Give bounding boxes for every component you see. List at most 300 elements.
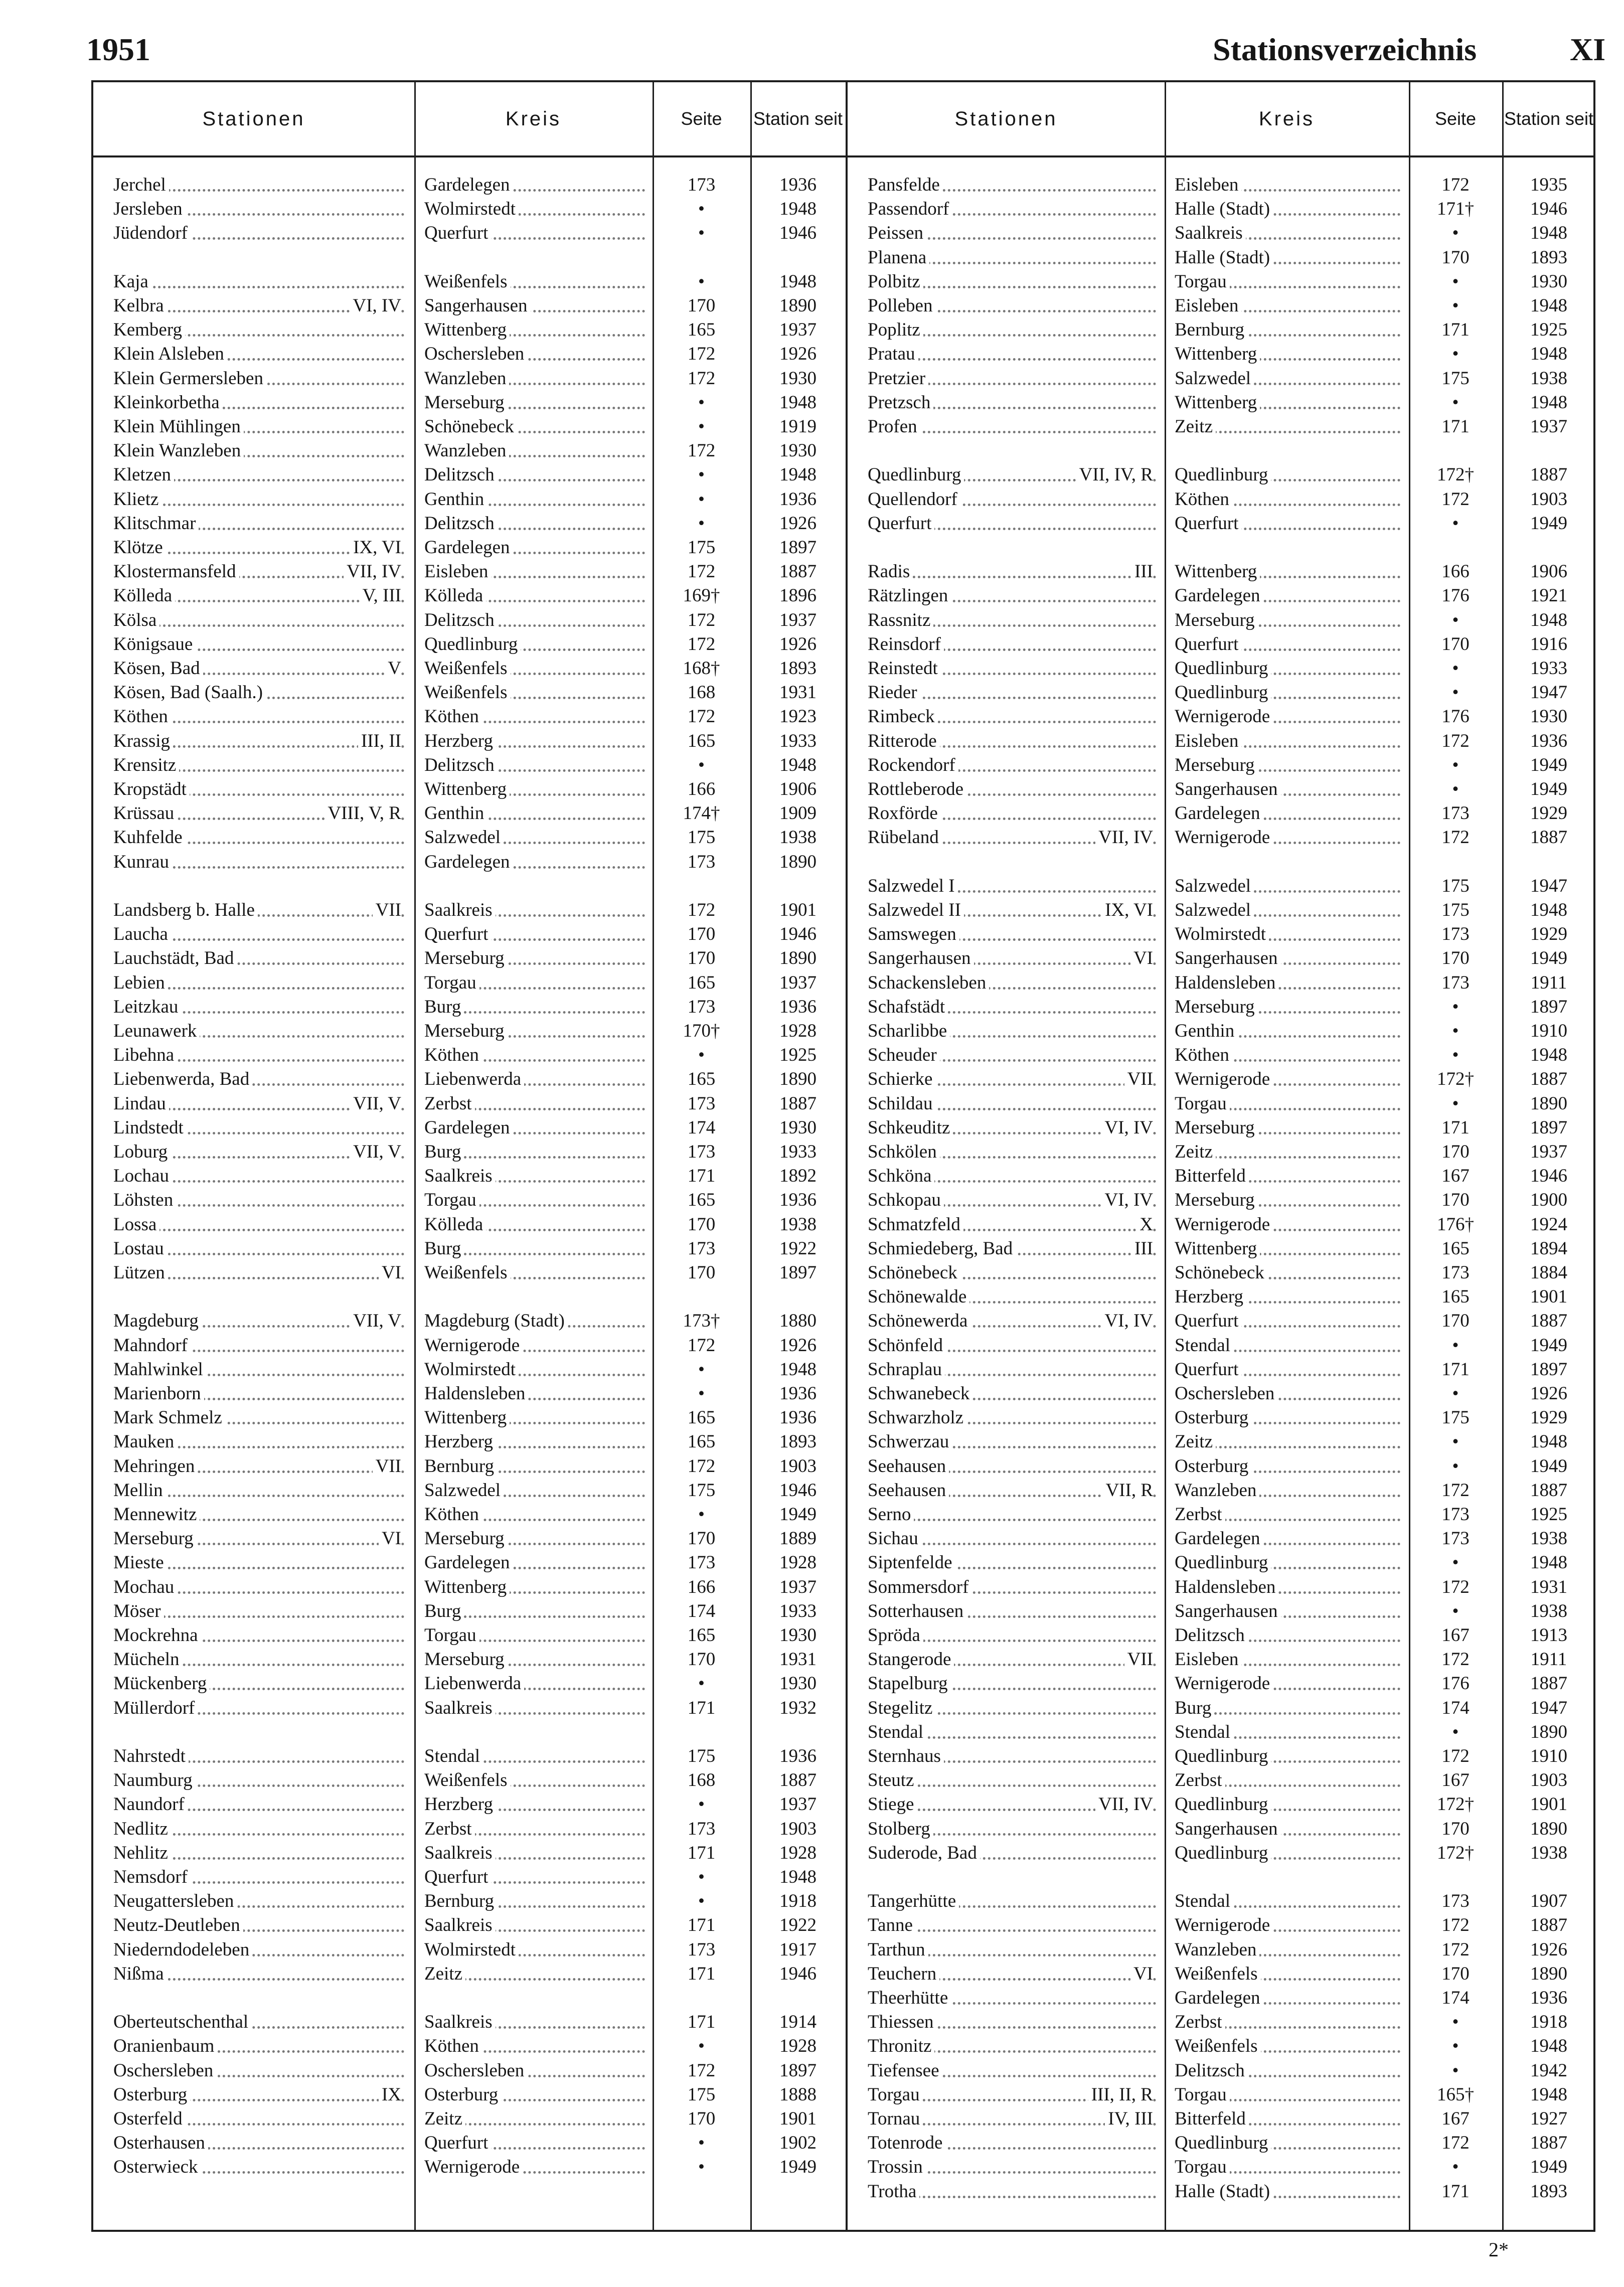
- seite-cell: •: [698, 223, 705, 244]
- table-row: [93, 318, 846, 342]
- kreis-cell: [1175, 753, 1400, 777]
- station-seit-cell: 1901: [779, 900, 817, 920]
- table-row: [848, 801, 1595, 826]
- station-name: Theerhütte: [868, 1988, 951, 2008]
- kreis-name: Quedlinburg: [1175, 658, 1271, 679]
- seite-cell: 166: [687, 1576, 716, 1597]
- station-name: Mehringen: [113, 1456, 198, 1477]
- page-title: Stationsverzeichnis: [1213, 32, 1477, 67]
- station-cell: [868, 1527, 1156, 1551]
- kreis-name: Weißenfels: [424, 682, 511, 703]
- kreis-name: Wolmirstedt: [424, 1359, 519, 1380]
- kreis-name: Querfurt: [1175, 634, 1241, 655]
- station-seit-cell: 1890: [779, 1069, 817, 1090]
- seite-cell: 172: [1441, 488, 1470, 510]
- station-cell: [113, 1019, 404, 1043]
- kreis-cell: [1175, 1140, 1400, 1164]
- seite-cell: •: [1452, 779, 1459, 799]
- station-seit-cell: 1911: [1530, 1649, 1567, 1670]
- station-cell: [868, 560, 1156, 584]
- station-cell: [113, 1430, 404, 1454]
- seite-cell: 172: [687, 2060, 716, 2081]
- station-cell: [868, 487, 1156, 512]
- table-row: [93, 1479, 846, 1503]
- route-numbers: VI, IV: [1101, 1116, 1153, 1140]
- table-row: [93, 1140, 846, 1164]
- station-cell: [113, 536, 404, 560]
- kreis-cell: [1175, 1213, 1400, 1237]
- table-row: [93, 1164, 846, 1188]
- station-seit-cell: 1937: [1530, 416, 1567, 437]
- route-numbers: V: [385, 657, 401, 681]
- station-seit-cell: 1907: [1530, 1891, 1567, 1912]
- station-seit-cell: 1919: [779, 416, 817, 437]
- station-name: Stegelitz: [868, 1698, 935, 1718]
- station-name: Spröda: [868, 1625, 923, 1646]
- table-row: [93, 463, 846, 487]
- station-cell: [868, 2180, 1156, 2204]
- table-row: [848, 2059, 1595, 2083]
- seite-cell: 172: [687, 561, 716, 582]
- kreis-cell: [1175, 221, 1400, 245]
- table-row: [93, 1599, 846, 1623]
- route-numbers: IX, VI: [1102, 898, 1153, 922]
- seite-cell: 171: [687, 1166, 716, 1187]
- table-row: [93, 753, 846, 777]
- station-name: Lützen: [113, 1262, 168, 1283]
- seite-cell: 174†: [683, 803, 720, 824]
- station-cell: [868, 801, 1156, 826]
- station-cell: [868, 1623, 1156, 1648]
- kreis-name: Wernigerode: [1175, 1915, 1273, 1935]
- station-seit-cell: 1929: [1530, 924, 1567, 945]
- kreis-cell: [424, 1913, 645, 1937]
- station-cell: [113, 1672, 404, 1696]
- station-seit-cell: 1931: [779, 682, 817, 703]
- station-cell: [868, 1889, 1156, 1913]
- table-row: [848, 1309, 1595, 1333]
- kreis-cell: [1175, 1623, 1400, 1648]
- seite-cell: 172: [1441, 2133, 1470, 2154]
- station-name: Totenrode: [868, 2133, 945, 2153]
- kreis-cell: [424, 1672, 645, 1696]
- route-numbers: VII, V: [350, 1092, 401, 1116]
- kreis-cell: [1175, 246, 1400, 270]
- station-seit-cell: 1948: [1530, 2036, 1567, 2057]
- station-name: Lindau: [113, 1093, 169, 1114]
- kreis-cell: [1175, 2083, 1400, 2107]
- station-name: Mahlwinkel: [113, 1359, 206, 1380]
- station-cell: [113, 971, 404, 995]
- table-row: [93, 729, 846, 753]
- station-seit-cell: 1897: [1530, 996, 1567, 1017]
- station-seit-cell: 1933: [779, 730, 817, 751]
- table-row: [848, 221, 1595, 245]
- station-cell: [113, 1551, 404, 1575]
- station-seit-cell: 1936: [779, 488, 817, 510]
- station-cell: [868, 415, 1156, 439]
- kreis-name: Salzwedel: [1175, 368, 1254, 389]
- route-numbers: III: [1131, 560, 1153, 584]
- station-seit-cell: 1921: [1530, 585, 1567, 606]
- kreis-name: Wittenberg: [424, 779, 510, 799]
- kreis-cell: [424, 512, 645, 536]
- station-cell: [113, 1962, 404, 1986]
- station-name: Landsberg b. Halle: [113, 900, 258, 920]
- kreis-name: Querfurt: [424, 2133, 491, 2153]
- table-row: [848, 270, 1595, 294]
- station-seit-cell: 1926: [1530, 1939, 1567, 1960]
- kreis-name: Merseburg: [424, 1528, 508, 1549]
- route-numbers: VIII, V, R: [324, 801, 401, 826]
- route-numbers: VII, V: [350, 1140, 401, 1164]
- seite-cell: 171: [1441, 2181, 1470, 2202]
- table-row: [93, 1213, 846, 1237]
- station-cell: [868, 2107, 1156, 2131]
- station-seit-cell: 1948: [779, 271, 817, 292]
- kreis-name: Gardelegen: [424, 175, 513, 195]
- kreis-name: Querfurt: [424, 924, 491, 944]
- station-name: Kropstädt: [113, 779, 190, 799]
- station-cell: [868, 705, 1156, 729]
- seite-cell: •: [1452, 2157, 1459, 2178]
- seite-cell: •: [1452, 271, 1459, 292]
- station-name: Mahndorf: [113, 1335, 191, 1356]
- station-seit-cell: 1930: [1530, 706, 1567, 727]
- route-numbers: VII, IV: [344, 560, 401, 584]
- kreis-cell: [424, 1188, 645, 1212]
- station-cell: [113, 1092, 404, 1116]
- station-seit-cell: 1880: [779, 1311, 817, 1332]
- station-name: Thronitz: [868, 2036, 934, 2056]
- kreis-cell: [1175, 1696, 1400, 1720]
- kreis-cell: [424, 536, 645, 560]
- kreis-cell: [1175, 512, 1400, 536]
- header-stationen: Stationen: [954, 107, 1058, 130]
- kreis-cell: [424, 657, 645, 681]
- seite-cell: 172: [1441, 730, 1470, 751]
- seite-cell: 175: [1441, 875, 1470, 896]
- station-cell: [868, 2131, 1156, 2155]
- station-cell: [113, 898, 404, 922]
- station-name: Schafstädt: [868, 997, 948, 1017]
- table-row: [93, 995, 846, 1019]
- station-seit-cell: 1928: [779, 1842, 817, 1863]
- station-name: Radis: [868, 561, 913, 582]
- route-numbers: IX: [379, 2083, 401, 2107]
- table-row: [93, 1116, 846, 1140]
- table-row: [848, 632, 1595, 657]
- table-row: [93, 1309, 846, 1333]
- station-cell: [113, 1188, 404, 1212]
- station-cell: [113, 2010, 404, 2034]
- station-seit-cell: 1933: [1530, 658, 1567, 679]
- kreis-name: Köthen: [424, 2036, 482, 2056]
- route-numbers: VI: [1130, 1962, 1153, 1986]
- station-cell: [868, 1792, 1156, 1817]
- table-row: [848, 1575, 1595, 1599]
- seite-cell: •: [1452, 1021, 1459, 1041]
- station-cell: [113, 753, 404, 777]
- kreis-cell: [1175, 898, 1400, 922]
- station-cell: [113, 946, 404, 970]
- kreis-name: Saalkreis: [424, 1915, 496, 1935]
- kreis-cell: [424, 705, 645, 729]
- kreis-name: Weißenfels: [1175, 1964, 1261, 1984]
- table-row: [93, 367, 846, 391]
- kreis-name: Wernigerode: [424, 2157, 523, 2177]
- table-row: [848, 367, 1595, 391]
- kreis-name: Torgau: [1175, 271, 1230, 292]
- station-seit-cell: 1890: [1530, 1093, 1567, 1114]
- kreis-cell: [424, 1938, 645, 1962]
- station-cell: [113, 1503, 404, 1527]
- station-seit-cell: 1936: [779, 1746, 817, 1766]
- station-name: Pretzsch: [868, 392, 933, 413]
- kreis-name: Weißenfels: [424, 271, 511, 292]
- station-name: Neutz-Deutleben: [113, 1915, 243, 1935]
- seite-cell: •: [1452, 1455, 1459, 1477]
- station-cell: [113, 560, 404, 584]
- station-name: Steutz: [868, 1770, 917, 1790]
- seite-cell: 170: [1441, 247, 1470, 268]
- kreis-name: Wernigerode: [1175, 827, 1273, 848]
- table-row: [848, 415, 1595, 439]
- station-seit-cell: 1923: [779, 706, 817, 727]
- station-cell: [868, 221, 1156, 245]
- kreis-name: Merseburg: [1175, 1190, 1258, 1210]
- table-row: [93, 1575, 846, 1599]
- station-cell: [113, 1406, 404, 1430]
- kreis-name: Zerbst: [424, 1819, 475, 1839]
- route-numbers: VII, IV: [1095, 826, 1153, 850]
- station-seit-cell: 1901: [1530, 1794, 1567, 1815]
- kreis-cell: [424, 415, 645, 439]
- station-name: Mückenberg: [113, 1673, 210, 1694]
- seite-cell: 172†: [1437, 464, 1474, 485]
- seite-cell: •: [698, 2157, 705, 2178]
- kreis-name: Sangerhausen: [1175, 779, 1281, 799]
- station-name: Salzwedel I: [868, 876, 958, 896]
- column-header-row: [93, 82, 846, 157]
- station-cell: [868, 367, 1156, 391]
- kreis-name: Merseburg: [424, 1021, 508, 1041]
- kreis-cell: [424, 898, 645, 922]
- table-row: [93, 1865, 846, 1889]
- station-name: Schwerzau: [868, 1431, 952, 1452]
- station-cell: [113, 173, 404, 197]
- kreis-cell: [1175, 1744, 1400, 1768]
- kreis-name: Quedlinburg: [424, 634, 521, 655]
- station-seit-cell: 1887: [1530, 1915, 1567, 1936]
- kreis-cell: [424, 1430, 645, 1454]
- station-cell: [113, 1237, 404, 1261]
- station-seit-cell: 1947: [1530, 1697, 1567, 1718]
- kreis-cell: [424, 971, 645, 995]
- kreis-name: Zeitz: [424, 1964, 465, 1984]
- station-seit-cell: 1911: [1530, 972, 1567, 993]
- table-row: [93, 1623, 846, 1648]
- station-cell: [868, 1986, 1156, 2010]
- kreis-name: Gardelegen: [424, 1117, 513, 1138]
- kreis-name: Salzwedel: [1175, 876, 1254, 896]
- station-name: Mellin: [113, 1480, 166, 1501]
- table-row: [93, 2155, 846, 2179]
- station-seit-cell: 1948: [1530, 609, 1567, 630]
- station-name: Klein Mühlingen: [113, 416, 244, 437]
- table-row: [848, 1792, 1595, 1817]
- kreis-name: Genthin: [424, 803, 487, 824]
- station-name: Stendal: [868, 1722, 926, 1742]
- seite-cell: 173: [1441, 1528, 1470, 1549]
- seite-cell: 168†: [683, 658, 720, 679]
- kreis-cell: [1175, 415, 1400, 439]
- station-cell: [113, 1913, 404, 1937]
- station-seit-cell: 1949: [779, 2157, 817, 2178]
- table-row: [93, 1237, 846, 1261]
- kreis-cell: [424, 1213, 645, 1237]
- station-seit-cell: 1902: [779, 2133, 817, 2154]
- kreis-name: Gardelegen: [424, 1552, 513, 1573]
- station-cell: [868, 197, 1156, 221]
- kreis-cell: [1175, 2059, 1400, 2083]
- seite-cell: 171: [1441, 416, 1470, 437]
- kreis-cell: [424, 946, 645, 970]
- station-name: Schierke: [868, 1069, 935, 1089]
- kreis-name: Quedlinburg: [1175, 464, 1271, 485]
- table-row: [848, 197, 1595, 221]
- kreis-cell: [424, 995, 645, 1019]
- route-numbers: VII: [373, 1454, 401, 1479]
- kreis-name: Köthen: [424, 1045, 482, 1065]
- seite-cell: •: [1452, 682, 1459, 703]
- table-row: [93, 2107, 846, 2131]
- station-cell: [868, 318, 1156, 342]
- station-cell: [113, 415, 404, 439]
- kreis-cell: [1175, 1116, 1400, 1140]
- seite-cell: 172: [687, 344, 716, 365]
- station-seit-cell: 1927: [1530, 2108, 1567, 2129]
- station-cell: [868, 1092, 1156, 1116]
- kreis-cell: [424, 2083, 645, 2107]
- kreis-cell: [1175, 705, 1400, 729]
- kreis-name: Köthen: [424, 1504, 482, 1525]
- station-name: Pratau: [868, 344, 918, 364]
- route-numbers: VII, IV, R: [1076, 463, 1153, 487]
- route-numbers: VII, V: [350, 1309, 401, 1333]
- station-name: Kunrau: [113, 852, 172, 872]
- station-name: Schönewalde: [868, 1286, 969, 1307]
- kreis-name: Burg: [424, 1238, 464, 1259]
- station-name: Naundorf: [113, 1794, 188, 1815]
- route-numbers: IX, VI: [350, 536, 401, 560]
- station-name: Klein Alsleben: [113, 344, 227, 364]
- kreis-name: Wolmirstedt: [1175, 924, 1269, 944]
- kreis-cell: [424, 1623, 645, 1648]
- header-stationen: Stationen: [202, 107, 305, 130]
- kreis-cell: [1175, 1648, 1400, 1672]
- kreis-name: Bernburg: [1175, 319, 1247, 340]
- seite-cell: 173: [687, 851, 716, 872]
- seite-cell: 175: [1441, 1407, 1470, 1428]
- kreis-cell: [424, 2010, 645, 2034]
- seite-cell: 165: [1441, 1286, 1470, 1308]
- station-cell: [113, 922, 404, 946]
- table-row: [93, 221, 846, 245]
- kreis-name: Kölleda: [424, 585, 486, 606]
- seite-cell: 172: [687, 609, 716, 630]
- station-name: Liebenwerda, Bad: [113, 1069, 252, 1089]
- station-seit-cell: 1935: [1530, 175, 1567, 195]
- seite-cell: 172†: [1437, 1842, 1474, 1863]
- kreis-cell: [424, 1334, 645, 1358]
- station-cell: [113, 1479, 404, 1503]
- station-name: Oschersleben: [113, 2060, 216, 2081]
- station-cell: [868, 1261, 1156, 1285]
- table-row: [93, 270, 846, 294]
- route-numbers: III: [1131, 1237, 1153, 1261]
- station-seit-cell: 1897: [1530, 1359, 1567, 1380]
- seite-cell: 170: [687, 2108, 716, 2129]
- kreis-cell: [1175, 487, 1400, 512]
- station-cell: [868, 1334, 1156, 1358]
- table-row: [848, 1019, 1595, 1043]
- station-seit-cell: 1946: [779, 1963, 817, 1984]
- station-seit-cell: 1949: [1530, 2157, 1567, 2178]
- table-row: [848, 1503, 1595, 1527]
- station-name: Klein Germersleben: [113, 368, 266, 389]
- seite-cell: 175: [687, 537, 716, 558]
- table-row: [93, 536, 846, 560]
- station-seit-cell: 1889: [779, 1528, 817, 1549]
- kreis-cell: [1175, 1479, 1400, 1503]
- kreis-name: Salzwedel: [424, 1480, 504, 1501]
- station-name: Mücheln: [113, 1649, 183, 1670]
- station-seit-cell: 1903: [779, 1818, 817, 1839]
- station-name: Querfurt: [868, 513, 934, 534]
- table-right-half: [846, 82, 1595, 2230]
- station-cell: [113, 1865, 404, 1889]
- table-row: [848, 1358, 1595, 1382]
- table-row: [848, 681, 1595, 705]
- station-cell: [868, 681, 1156, 705]
- station-seit-cell: 1946: [1530, 1166, 1567, 1187]
- station-name: Oranienbaum: [113, 2036, 217, 2056]
- station-name: Schönfeld: [868, 1335, 946, 1356]
- station-seit-cell: 1926: [779, 1335, 817, 1356]
- seite-cell: 173: [1441, 1504, 1470, 1525]
- table-row: [848, 1720, 1595, 1744]
- station-name: Mauken: [113, 1431, 177, 1452]
- station-cell: [113, 1599, 404, 1623]
- station-name: Loburg: [113, 1141, 171, 1162]
- kreis-name: Merseburg: [1175, 997, 1258, 1017]
- kreis-cell: [1175, 1309, 1400, 1333]
- seite-cell: •: [1452, 1600, 1459, 1621]
- seite-cell: 167: [1441, 1770, 1470, 1791]
- station-cell: [113, 1043, 404, 1067]
- station-cell: [868, 1430, 1156, 1454]
- seite-cell: 170: [1441, 1963, 1470, 1984]
- station-seit-cell: 1949: [1530, 1335, 1567, 1356]
- station-cell: [113, 1841, 404, 1865]
- kreis-cell: [424, 1889, 645, 1913]
- kreis-cell: [424, 1575, 645, 1599]
- kreis-cell: [424, 342, 645, 366]
- table-row: [93, 197, 846, 221]
- kreis-cell: [424, 1116, 645, 1140]
- station-cell: [868, 1043, 1156, 1067]
